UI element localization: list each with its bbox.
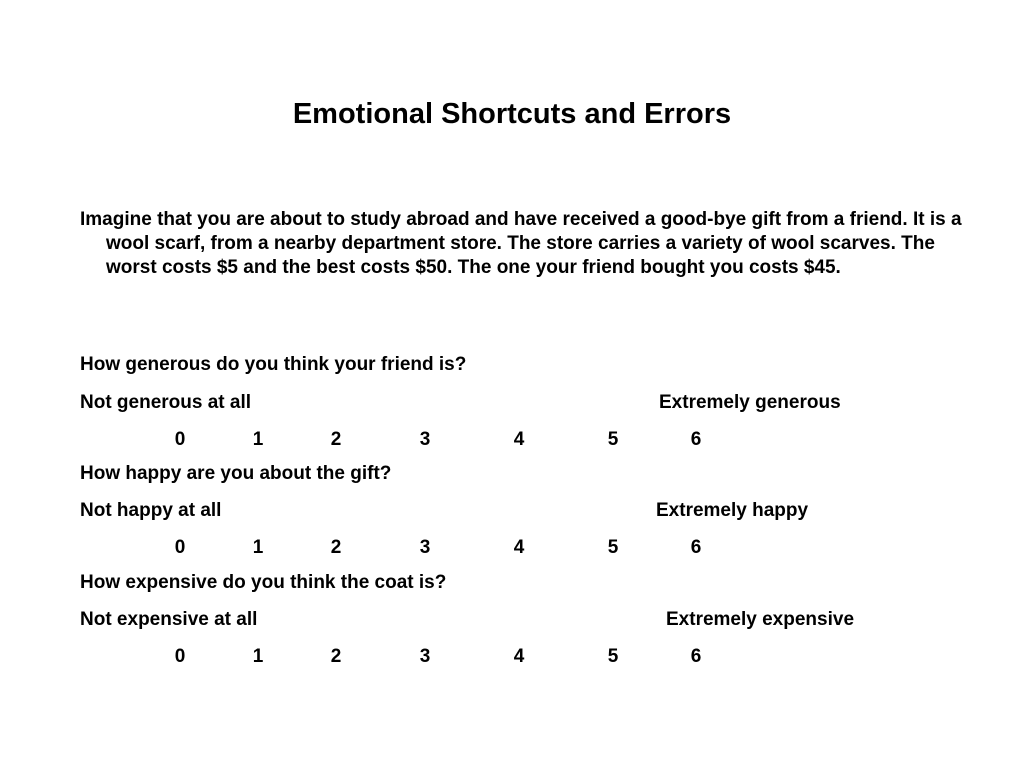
scale-value: 3 [419, 429, 431, 450]
scale-value: 0 [174, 646, 186, 667]
scenario-text: Imagine that you are about to study abroad and have received a good-bye gift from a friend. It is a wool scarf, from a nearby department store. The store carries a variety of wool scarves. The worst costs $5 and the best costs $50. The one your friend bought you costs $45. [80, 209, 962, 278]
low-label-happy: Not happy at all [80, 500, 222, 521]
scale-value: 1 [252, 429, 264, 450]
question-happy: How happy are you about the gift? [80, 463, 392, 484]
scale-value: 0 [174, 429, 186, 450]
scale-value: 2 [330, 429, 342, 450]
scale-value: 5 [607, 429, 619, 450]
scale-value: 6 [690, 429, 702, 450]
scale-value: 1 [252, 537, 264, 558]
high-label-generous: Extremely generous [659, 392, 841, 413]
scale-value: 6 [690, 646, 702, 667]
scale-value: 4 [513, 646, 525, 667]
scale-value: 0 [174, 537, 186, 558]
scale-value: 4 [513, 537, 525, 558]
scale-value: 3 [419, 537, 431, 558]
low-label-generous: Not generous at all [80, 392, 252, 413]
scale-value: 6 [690, 537, 702, 558]
scale-value: 5 [607, 646, 619, 667]
scale-value: 1 [252, 646, 264, 667]
question-generous: How generous do you think your friend is? [80, 354, 467, 375]
scale-value: 5 [607, 537, 619, 558]
question-expensive: How expensive do you think the coat is? [80, 572, 447, 593]
high-label-happy: Extremely happy [656, 500, 809, 521]
scale-value: 2 [330, 646, 342, 667]
scale-value: 3 [419, 646, 431, 667]
slide-title: Emotional Shortcuts and Errors [292, 98, 732, 130]
scale-value: 2 [330, 537, 342, 558]
high-label-expensive: Extremely expensive [666, 609, 855, 630]
low-label-expensive: Not expensive at all [80, 609, 258, 630]
scale-value: 4 [513, 429, 525, 450]
